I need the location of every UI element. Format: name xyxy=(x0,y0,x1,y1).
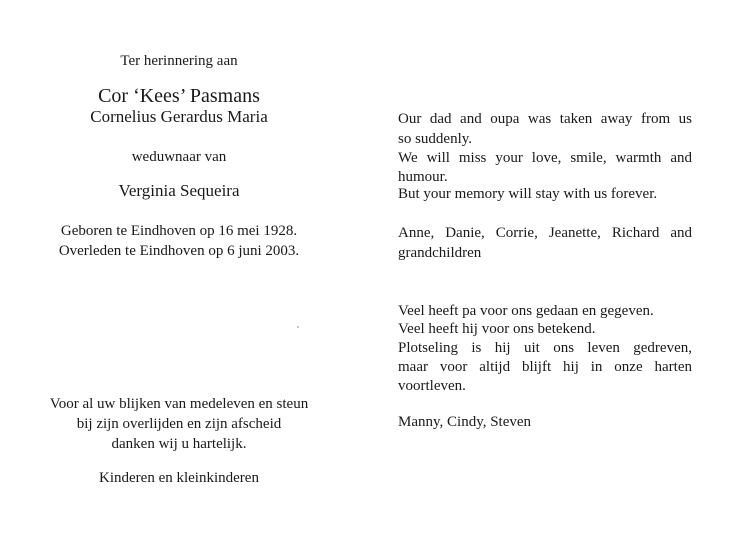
english-poem-line: But your memory will stay with us forever. xyxy=(398,186,658,202)
deceased-name: Cor ‘Kees’ Pasmans xyxy=(98,85,260,107)
english-signature-line: Anne, Danie, Corrie, Jeanette, Richard and xyxy=(398,225,692,241)
family-signature: Kinderen en kleinkinderen xyxy=(99,470,259,486)
english-poem-line: so suddenly. xyxy=(398,131,473,147)
spouse-name: Verginia Sequeira xyxy=(118,181,240,200)
thanks-line: bij zijn overlijden en zijn afscheid xyxy=(76,416,282,432)
dutch-poem-line: Veel heeft pa voor ons gedaan en gegeven. xyxy=(398,303,654,319)
widower-text: weduwnaar van xyxy=(131,149,227,165)
dutch-poem-line: Veel heeft hij voor ons betekend. xyxy=(398,321,596,337)
dutch-poem-line: Plotseling is hij uit ons leven gedreven, xyxy=(398,340,692,356)
english-poem-line: We will miss your love, smile, warmth and xyxy=(398,150,692,166)
english-poem-line: Our dad and oupa was taken away from us xyxy=(398,111,692,127)
intro-text: Ter herinnering aan xyxy=(120,53,238,69)
dutch-poem-line: maar voor altijd blijft hij in onze harten xyxy=(398,359,692,375)
english-poem-line: humour. xyxy=(398,169,448,185)
dutch-signature: Manny, Cindy, Steven xyxy=(398,414,532,430)
print-speck xyxy=(297,326,299,328)
dutch-poem-line: voortleven. xyxy=(398,378,466,394)
english-signature-line: grandchildren xyxy=(398,245,482,261)
thanks-line: Voor al uw blijken van medeleven en steun xyxy=(49,396,309,412)
birth-line: Geboren te Eindhoven op 16 mei 1928. xyxy=(60,223,298,239)
thanks-line: danken wij u hartelijk. xyxy=(111,436,247,452)
death-line: Overleden te Eindhoven op 6 juni 2003. xyxy=(58,243,300,259)
deceased-full-name: Cornelius Gerardus Maria xyxy=(90,107,268,126)
